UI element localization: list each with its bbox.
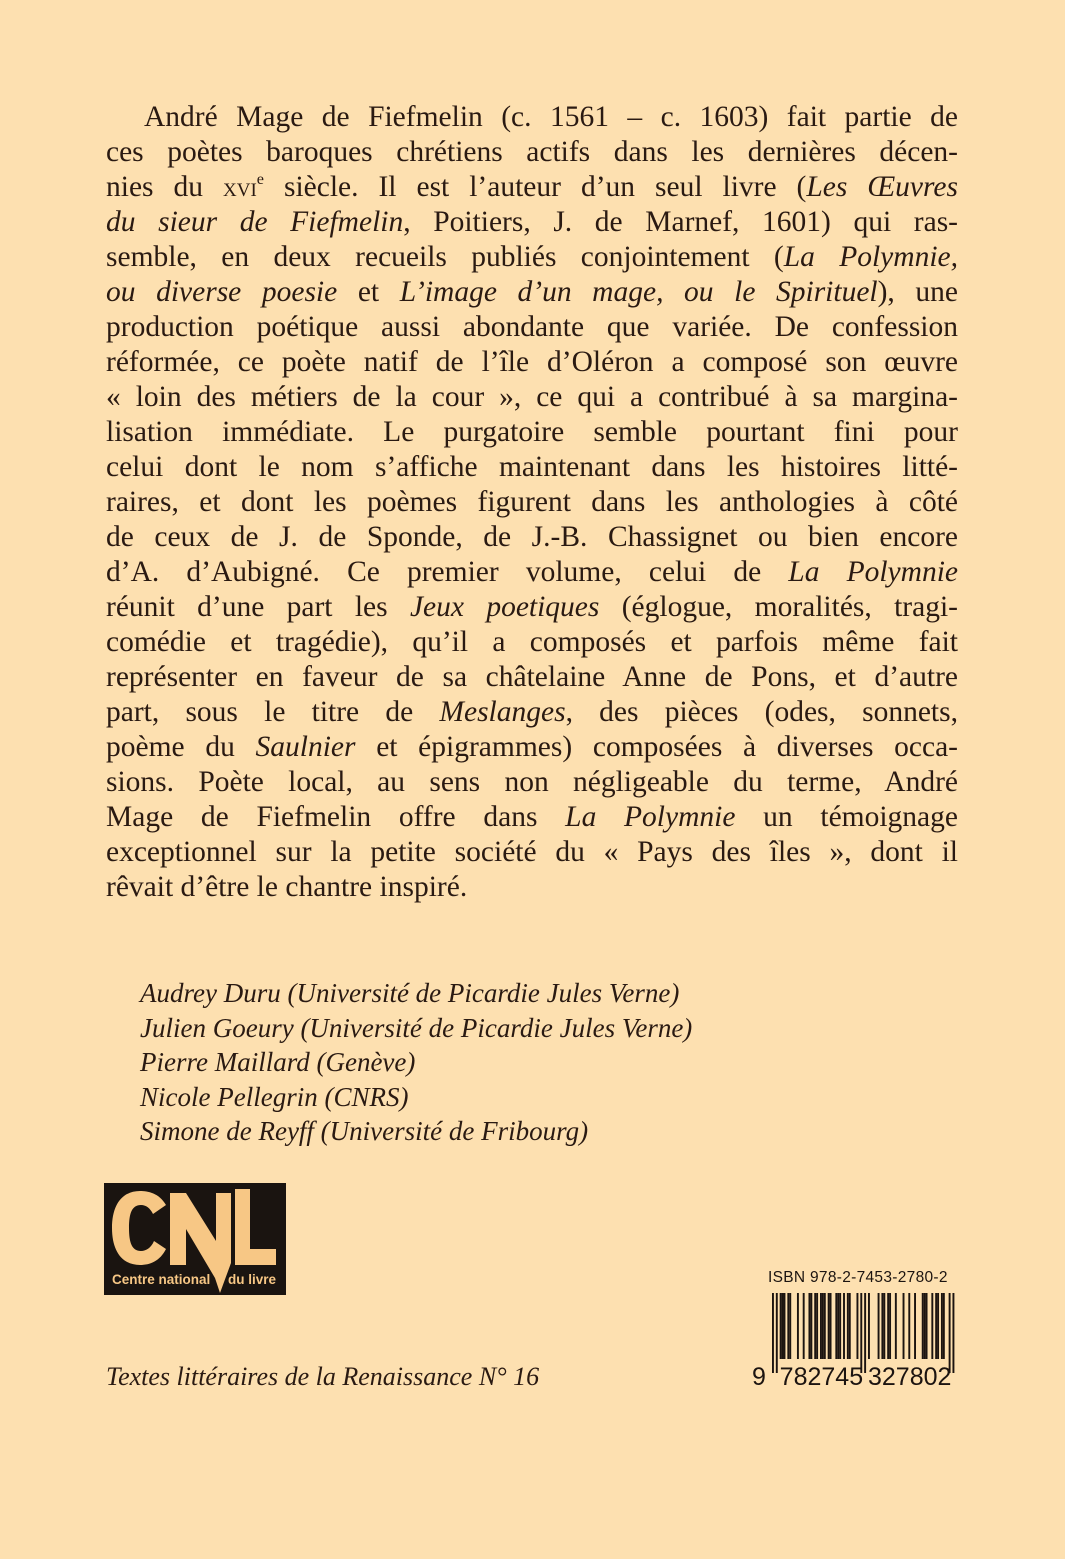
text-run: représenter en faveur de sa châtelaine Anne de Pons, et d’autre (106, 661, 958, 693)
isbn-label: ISBN 978-2-7453-2780-2 (768, 1269, 948, 1286)
barcode-bar (782, 1293, 784, 1359)
barcode-bar (868, 1293, 870, 1359)
barcode-bar (878, 1293, 880, 1359)
contributor: Audrey Duru (Université de Picardie Jules Verne) (140, 978, 680, 1008)
text-run: raires, et dont les poèmes figurent dans les anthologies à côté (106, 486, 958, 518)
text-run: réunit d’une part les (106, 591, 410, 623)
barcode-bar (803, 1293, 805, 1359)
blurb-line (106, 205, 958, 240)
barcode-bar (828, 1293, 830, 1359)
blurb-line (106, 835, 958, 870)
logo-caption-left: Centre national (112, 1272, 211, 1287)
italic-title: La Polymnie, (783, 241, 958, 273)
barcode-bar (808, 1293, 810, 1359)
barcode-bar (784, 1293, 786, 1359)
blurb-line (106, 380, 958, 415)
contributor: Simone de Reyff (Université de Fribourg) (140, 1116, 589, 1147)
barcode-digits: 782745 (779, 1363, 864, 1391)
barcode-bar (789, 1293, 791, 1359)
blurb-line (106, 100, 958, 135)
blurb-line (106, 730, 958, 765)
barcode-bar (908, 1293, 910, 1359)
barcode-bar (914, 1293, 916, 1359)
barcode-bar (860, 1293, 862, 1373)
barcode-bar (820, 1293, 822, 1359)
contributor: Julien Goeury (Université de Picardie Jules Verne) (140, 1012, 693, 1043)
blurb-line (106, 415, 958, 450)
text-run: siècle. Il est l’auteur d’un seul livre ( (263, 171, 807, 203)
text-run: André Mage de Fiefmelin (c. 1561 – c. 1603) fait partie de (144, 101, 958, 133)
text-run: ces poètes baroques chrétiens actifs dans les dernières décen- (106, 136, 958, 168)
barcode-bar (949, 1293, 951, 1373)
barcode-bar (776, 1293, 778, 1373)
blurb-line (106, 625, 958, 660)
blurb-line (106, 135, 958, 170)
barcode-bar (895, 1293, 897, 1359)
barcode-bar (903, 1293, 905, 1359)
blurb-line (106, 275, 958, 310)
blurb-line (106, 450, 958, 485)
barcode-bar (883, 1293, 885, 1359)
text-run: nies du (106, 171, 223, 203)
barcode-bar (924, 1293, 926, 1359)
blurb-line (106, 800, 958, 835)
italic-title: ou diverse poesie (106, 276, 338, 308)
blurb-line (106, 555, 958, 590)
text-run: ), une (877, 276, 958, 308)
blurb-line (106, 520, 958, 555)
logo-caption-right: du livre (228, 1272, 277, 1287)
barcode-bar (835, 1293, 837, 1359)
barcode-bar (772, 1293, 774, 1373)
barcode-bar (926, 1293, 928, 1359)
italic-title: du sieur de Fiefmelin (106, 206, 404, 238)
text-run: semble, en deux recueils publiés conjointement ( (106, 241, 784, 273)
barcode-bar (830, 1293, 832, 1359)
text-run: , des pièces (odes, sonnets, (565, 696, 958, 728)
text-run: un témoignage (735, 801, 958, 833)
blurb-line (106, 240, 958, 275)
barcode-bar (935, 1293, 937, 1359)
blurb-line (106, 765, 958, 800)
contributor: Pierre Maillard (Genève) (140, 1047, 416, 1078)
barcode-bar (937, 1293, 939, 1359)
blurb-line (106, 590, 958, 625)
blurb-line (106, 660, 958, 695)
barcode-digits: 9 (752, 1363, 766, 1391)
blurb-line (106, 485, 958, 520)
barcode-bar (837, 1293, 839, 1359)
cnl-logo (104, 1183, 286, 1295)
barcode-bar (941, 1293, 943, 1359)
italic-title: L’image d’un mage, ou le Spirituel (399, 276, 878, 308)
contributor-list (140, 976, 692, 1149)
barcode-bar (824, 1293, 826, 1359)
blurb-line (106, 345, 958, 380)
barcode-bar (780, 1293, 782, 1359)
barcode-bar (922, 1293, 924, 1359)
barcode-bar (816, 1293, 818, 1359)
italic-title: La Polymnie (788, 556, 958, 588)
italic-title: Les Œuvres (806, 171, 958, 203)
blurb-line (106, 695, 958, 730)
barcode-bar (814, 1293, 816, 1359)
text-run: , Poitiers, J. de Marnef, 1601) qui ras- (403, 206, 958, 238)
barcode-bar (887, 1293, 889, 1359)
text-run: rêvait d’être le chantre inspiré. (106, 871, 468, 903)
text-run: « loin des métiers de la cour », ce qui a contribué à sa margina- (106, 381, 958, 413)
barcode-bar (952, 1293, 954, 1373)
text-run: de ceux de J. de Sponde, de J.-B. Chassignet ou bien encore (106, 521, 958, 553)
barcode-digits: 327802 (868, 1363, 952, 1391)
text-run: poème du (106, 731, 256, 763)
italic-title: Jeux poetiques (409, 591, 600, 623)
text-run: lisation immédiate. Le purgatoire semble pourtant fini pour (106, 416, 958, 448)
blurb-line (106, 310, 958, 345)
ean13-barcode (750, 1293, 962, 1393)
text-run: part, sous le titre de (106, 696, 440, 728)
barcode-bar (847, 1293, 849, 1359)
logo-letter-c (112, 1191, 166, 1265)
barcode-bar (797, 1293, 799, 1359)
barcode-bar (810, 1293, 812, 1359)
barcode-bar (931, 1293, 933, 1359)
barcode-bar (943, 1293, 945, 1359)
barcode-bar (787, 1293, 789, 1359)
text-run: d’A. d’Aubigné. Ce premier volume, celui de (106, 556, 789, 588)
back-cover-blurb (106, 100, 958, 905)
text-run: et épigrammes) composées à diverses occa- (355, 731, 958, 763)
barcode-bar (839, 1293, 841, 1359)
text-run: et (337, 276, 400, 308)
text-run: Mage de Fiefmelin offre dans (106, 801, 566, 833)
cnl-logo-mark (104, 1183, 286, 1295)
barcode-bar (843, 1293, 845, 1359)
superscript: e (256, 169, 264, 188)
italic-title: La Polymnie (565, 801, 736, 833)
blurb-line (106, 870, 958, 905)
barcode-bar (849, 1293, 851, 1359)
logo-letter-l (235, 1189, 276, 1265)
text-run: production poétique aussi abondante que variée. De confession (106, 311, 958, 343)
contributor: Nicole Pellegrin (CNRS) (140, 1081, 409, 1112)
barcode-bar (864, 1293, 866, 1373)
barcode-bar (881, 1293, 883, 1359)
isbn-barcode-block (750, 1265, 962, 1390)
italic-title: Saulnier (255, 731, 356, 763)
barcode-bar (822, 1293, 824, 1359)
barcode-bar (889, 1293, 891, 1359)
italic-title: Meslanges (439, 696, 566, 728)
text-run: (églogue, moralités, tragi- (599, 591, 958, 623)
barcode-bar (856, 1293, 858, 1359)
text-run: sions. Poète local, au sens non négligeable du terme, André (106, 766, 958, 798)
text-run: exceptionnel sur la petite société du « Pays des îles », dont il (106, 836, 958, 868)
text-run: xvi (223, 172, 257, 202)
text-run: comédie et tragédie), qu’il a composés et parfois même fait (106, 626, 958, 658)
text-run: réformée, ce poète natif de l’île d’Oléron a composé son œuvre (106, 346, 958, 378)
text-run: celui dont le nom s’affiche maintenant dans les histoires litté- (106, 451, 958, 483)
blurb-line (106, 170, 958, 205)
series-title: Textes littéraires de la Renaissance N° 16 (106, 1362, 540, 1391)
